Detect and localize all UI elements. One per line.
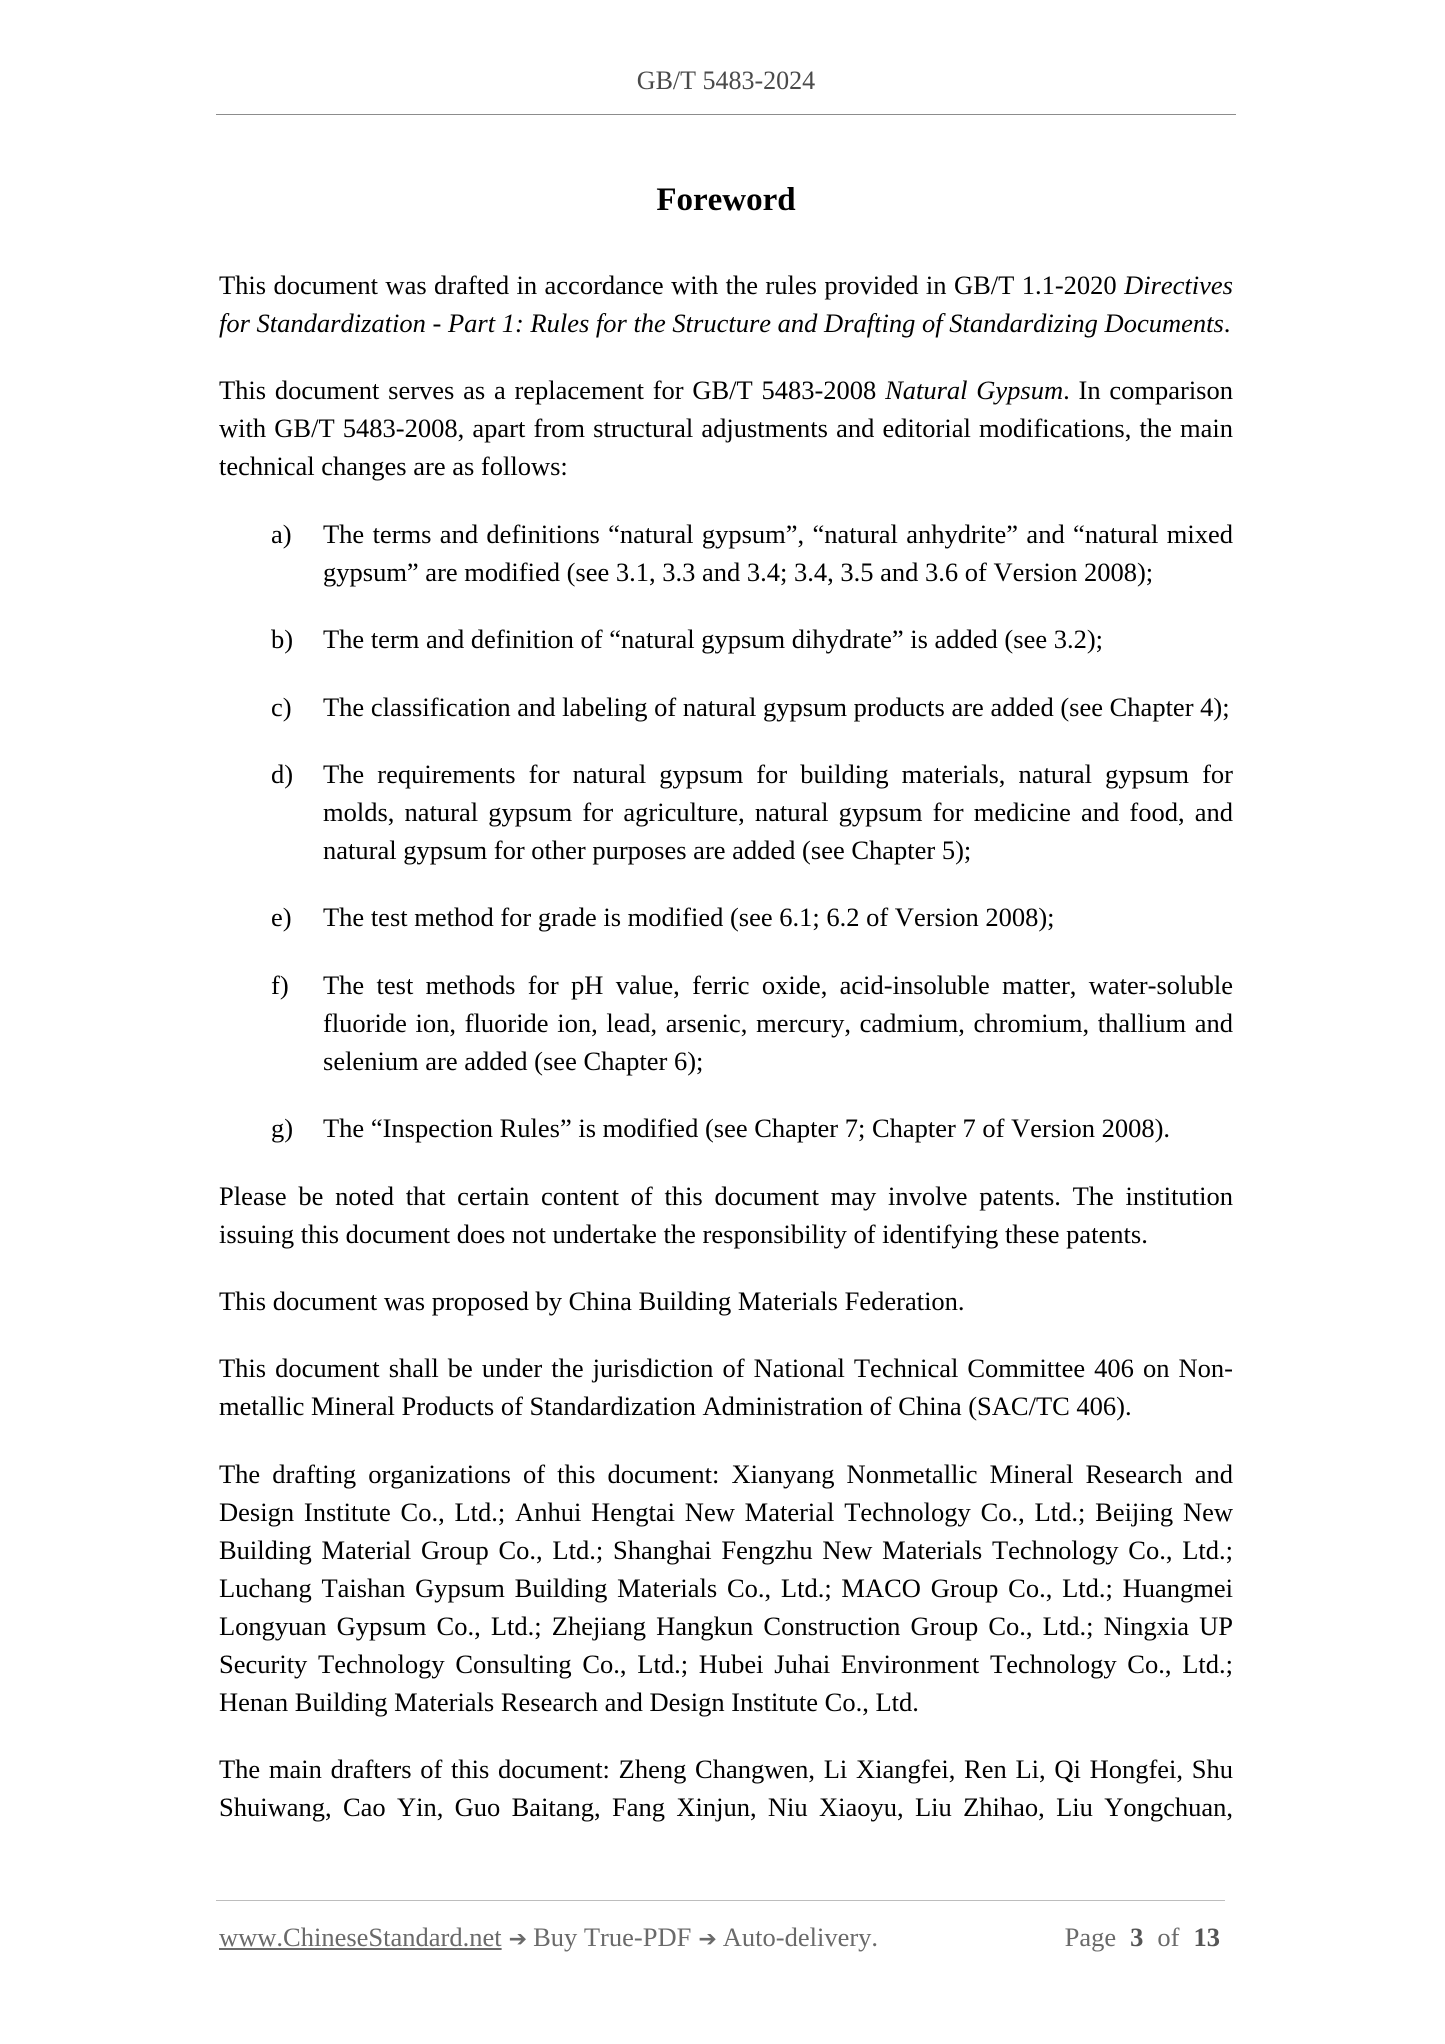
list-item-label: f) bbox=[271, 969, 289, 1000]
patents-notice-paragraph: Please be noted that certain content of this document may involve patents. The institution issuing this document does not undertake the responsibility of identifying these patents. bbox=[219, 1180, 1233, 1249]
list-item-label: b) bbox=[271, 624, 294, 655]
list-item bbox=[219, 755, 1233, 869]
proposed-by-paragraph: This document was proposed by China Building Materials Federation. bbox=[219, 1285, 965, 1316]
site-link[interactable]: www.ChineseStandard.net bbox=[219, 1922, 502, 1952]
directives-title: Directives for Standardization - Part 1: Rules for the Structure and Drafting of Standardizing Documents bbox=[219, 270, 1233, 338]
list-item-text: The requirements for natural gypsum for building materials, natural gypsum for molds, natural gypsum for agriculture, natural gypsum for medicine and food, and natural gypsum for other purposes are added (see Chapter 5); bbox=[323, 758, 1233, 865]
list-item-label: g) bbox=[271, 1113, 294, 1144]
list-item-label: a) bbox=[271, 518, 292, 549]
list-item-text: The term and definition of “natural gypsum dihydrate” is added (see 3.2); bbox=[323, 624, 1104, 655]
replaced-standard-title: Natural Gypsum bbox=[885, 375, 1064, 406]
replacement-paragraph bbox=[219, 371, 1233, 485]
list-item-label: d) bbox=[271, 758, 294, 789]
foreword-body bbox=[219, 266, 1233, 1855]
technical-changes-list bbox=[219, 515, 1233, 1147]
replacement-text: This document serves as a replacement for GB/T 5483-2008 bbox=[219, 375, 886, 406]
replacement-text-end: . In comparison with GB/T 5483-2008, apart from structural adjustments and editorial modifications, the main technical changes are as follows: bbox=[219, 375, 1233, 482]
list-item bbox=[219, 620, 1233, 658]
list-item bbox=[219, 966, 1233, 1080]
list-item bbox=[219, 515, 1233, 591]
list-item bbox=[219, 898, 1233, 936]
page-label: Page bbox=[1064, 1922, 1117, 1952]
drafting-rules-end: . bbox=[1223, 308, 1231, 338]
right-arrow-icon: ➔ bbox=[698, 1927, 717, 1952]
buy-text: Buy True-PDF bbox=[533, 1922, 692, 1952]
main-drafters-paragraph: The main drafters of this document: Zheng Changwen, Li Xiangfei, Ren Li, Qi Hongfei, Shu Shuiwang, Cao Yin, Guo Baitang, Fang Xinjun, Niu Xiaoyu, Liu Zhihao, Liu Yongchuan, bbox=[219, 1754, 1233, 1823]
list-item bbox=[219, 688, 1233, 726]
drafting-rules-paragraph bbox=[219, 266, 1233, 342]
header-divider bbox=[216, 114, 1236, 115]
document-code: GB/T 5483-2024 bbox=[636, 66, 816, 95]
list-item bbox=[219, 1109, 1233, 1147]
list-item-text: The classification and labeling of natural gypsum products are added (see Chapter 4); bbox=[323, 691, 1230, 722]
total-pages: 13 bbox=[1193, 1922, 1220, 1952]
list-item-text: The test method for grade is modified (see 6.1; 6.2 of Version 2008); bbox=[323, 902, 1055, 933]
right-arrow-icon: ➔ bbox=[508, 1927, 528, 1952]
drafting-rules-text: This document was drafted in accordance with the rules provided in GB/T 1.1-2020 bbox=[219, 270, 1125, 300]
drafting-organizations-paragraph: The drafting organizations of this document: Xianyang Nonmetallic Mineral Research and Design Institute Co., Ltd.; Anhui Hengtai New Material Technology Co., Ltd.; Beijing New Building Material Group Co., Ltd.; Shanghai Fengzhu New Materials Technology Co., Ltd.; Luchang Taishan Gypsum Building Materials Co., Ltd.; MACO Group Co., Ltd.; Huangmei Longyuan Gypsum Co., Ltd.; Zhejiang Hangkun Construction Group Co., Ltd.; Ningxia UP Security Technology Consulting Co., Ltd.; Hubei Juhai Environment Technology Co., Ltd.; Henan Building Materials Research and Design Institute Co., Ltd. bbox=[219, 1458, 1233, 1717]
page-number bbox=[1065, 1918, 1220, 1956]
list-item-text: The test methods for pH value, ferric oxide, acid-insoluble matter, water-soluble fluoride ion, fluoride ion, lead, arsenic, mercury, cadmium, chromium, thallium and selenium are added (see Chapter 6); bbox=[323, 969, 1233, 1076]
list-item-label: e) bbox=[271, 902, 292, 933]
footer-promo bbox=[219, 1918, 878, 1959]
delivery-text: Auto-delivery. bbox=[722, 1922, 879, 1952]
of-label: of bbox=[1157, 1922, 1180, 1952]
page-title: Foreword bbox=[656, 182, 796, 218]
jurisdiction-paragraph: This document shall be under the jurisdiction of National Technical Committee 406 on Non-metallic Mineral Products of Standardization Administration of China (SAC/TC 406). bbox=[219, 1353, 1233, 1422]
list-item-label: c) bbox=[271, 691, 292, 722]
list-item-text: The terms and definitions “natural gypsum”, “natural anhydrite” and “natural mixed gypsum” are modified (see 3.1, 3.3 and 3.4; 3.4, 3.5 and 3.6 of Version 2008); bbox=[323, 518, 1233, 587]
current-page: 3 bbox=[1130, 1922, 1144, 1952]
footer-divider bbox=[216, 1900, 1225, 1901]
list-item-text: The “Inspection Rules” is modified (see Chapter 7; Chapter 7 of Version 2008). bbox=[323, 1113, 1171, 1144]
